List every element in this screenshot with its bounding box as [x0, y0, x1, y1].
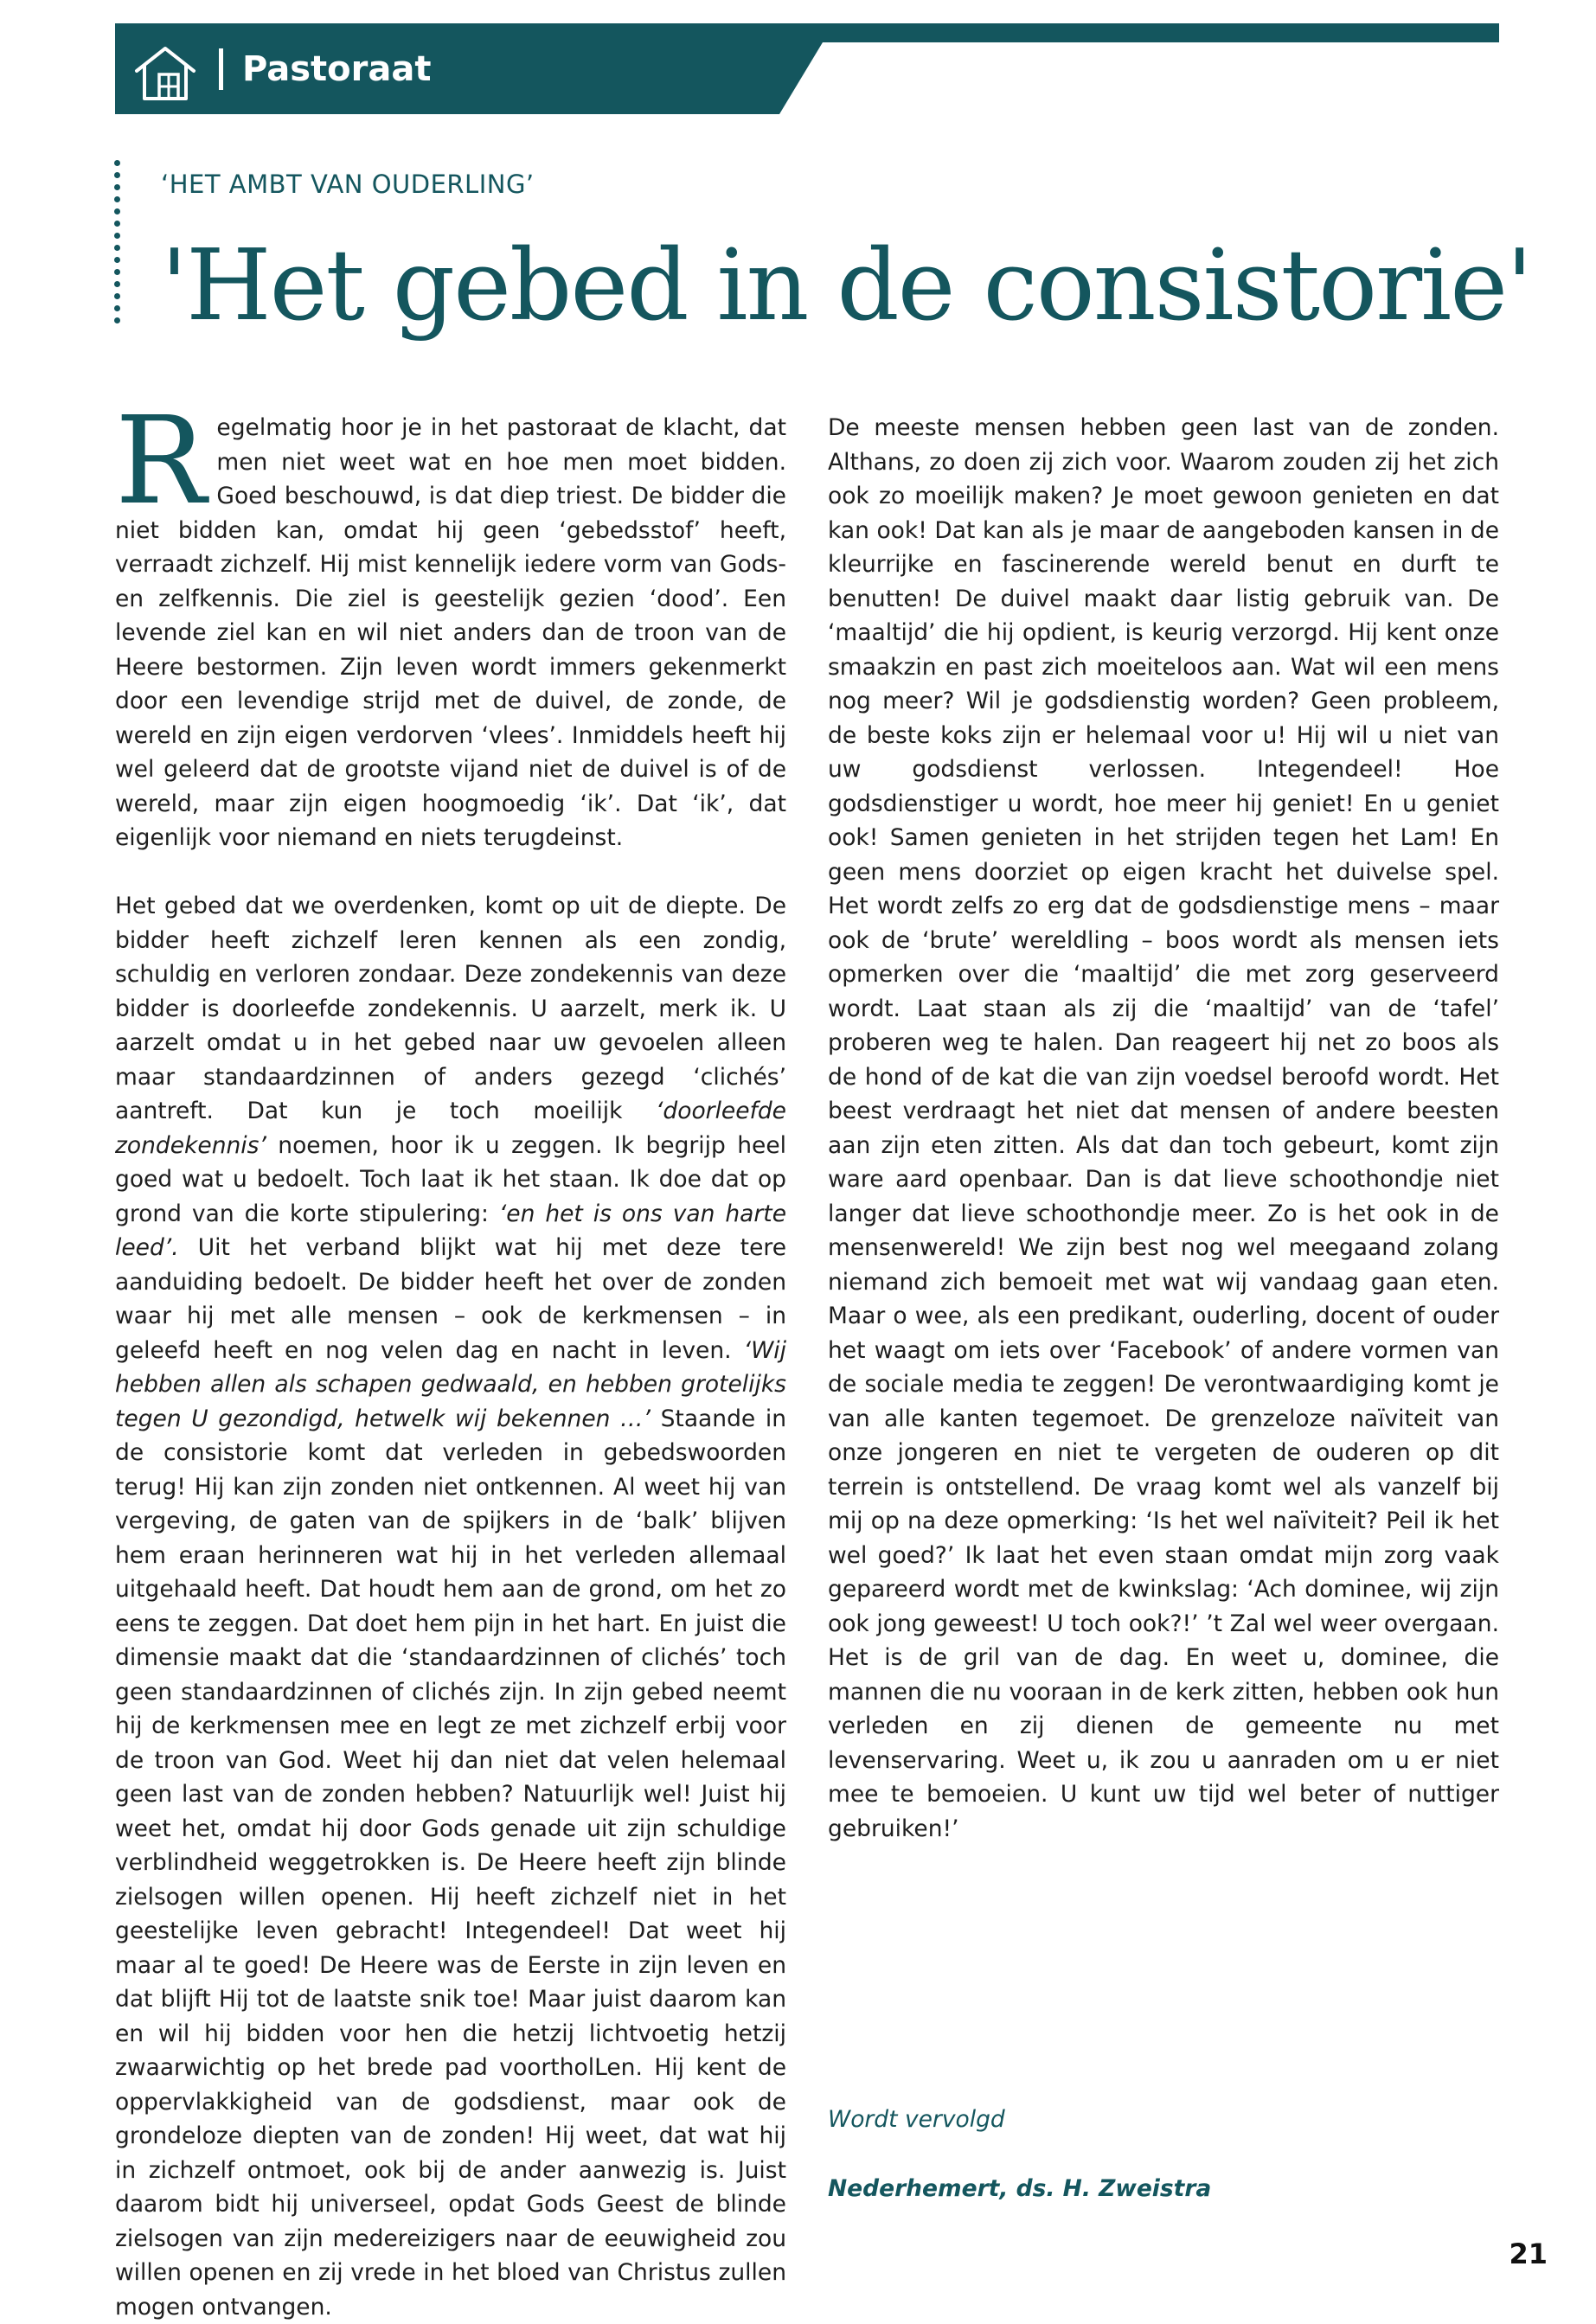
article-title: 'Het gebed in de consistorie'	[161, 228, 1532, 343]
paragraph-text: Staande in de consistorie komt dat verleden in gebedswoorden terug! Hij kan zijn zonden niet ontkennen. Al weet hij van vergeving, de gaten van de spijkers in de ‘balk’ blijven hem eraan herinneren wat hij in het verleden allemaal uitgehaald heeft. Dat houdt hem aan de grond, om het zo eens te zeggen. Dat doet hem pijn in het hart. En juist die dimensie maakt dat die ‘standaardzinnen of clichés’ toch geen standaardzinnen of clichés zijn. In zijn gebed neemt hij de kerkmensen mee en legt ze met zichzelf erbij voor de troon van God. Weet hij dan niet dat velen helemaal geen last van de zonden hebben? Natuurlijk wel! Juist hij weet het, omdat hij door Gods genade uit zijn schuldige verblindheid weggetrokken is. De Heere heeft zijn blinde zielsogen willen openen. Hij heeft zichzelf niet in het geestelijke leven gebracht! Integendeel! Dat weet hij maar al te goed! De Heere was de Eerste in zijn leven en dat blijft Hij tot de laatste snik toe! Maar juist daarom kan en wil hij bidden voor hen die hetzij lichtvoetig hetzij zwaarwichtig op het brede pad voortholLen. Hij kent de oppervlakkigheid van de godsdienst, maar ook de grondeloze diepten van de zonden! Hij weet, dat wat hij in zichzelf ontmoet, ook bij de ander aanwezig is. Juist daarom bidt hij universeel, opdat Gods Geest de blinde zielsogen van zijn medereizigers naar de eeuwigheid zou willen openen en zij vrede in het bloed van Christus zullen mogen ontvangen.	[115, 1405, 786, 2321]
paragraph-text: Uit het verband blijkt wat hij met deze tere aanduiding bedoelt. De bidder heeft het over de zonden waar hij met alle mensen – ook de kerkmensen – in geleefd heeft en nog velen dag en nacht in leven.	[115, 1234, 786, 1364]
banner-separator	[219, 48, 223, 90]
article-column-left	[115, 391, 786, 2324]
paragraph: De meeste mensen hebben geen last van de zonden. Althans, zo doen zij zich voor. Waarom zouden zij het zich ook zo moeilijk maken? Je moet gewoon genieten en dat kan ook! Dat kan als je maar de aangeboden kansen in de kleurrijke en fascinerende wereld benut en durft te benutten! De duivel maakt daar listig gebruik van. De ‘maaltijd’ die hij opdient, is keurig verzorgd. Hij kent onze smaakzin en past zich moeiteloos aan. Wat wil een mens nog meer? Wil je godsdienstig worden? Geen probleem, de beste koks zijn er helemaal voor u! Hij wil u niet van uw godsdienst verlossen. Integendeel! Hoe godsdienstiger u wordt, hoe meer hij geniet! En u geniet ook! Samen genieten in het strijden tegen het Lam! En geen mens doorziet op eigen kracht het duivelse spel. Het wordt zelfs zo erg dat de godsdienstige mens – maar ook de ‘brute’ wereldling – boos wordt als mensen iets opmerken over die ‘maaltijd’ die met zorg geserveerd wordt. Laat staan als zij die ‘maaltijd’ van de ‘tafel’ proberen weg te halen. Dan reageert hij net zo boos als de hond of de kat die van zijn voedsel beroofd wordt. Het beest verdraagt het niet dat mensen of andere beesten aan zijn eten zitten. Als dat dan toch gebeurt, komt zijn ware aard openbaar. Dan is dat lieve schoothondje niet langer dat lieve schoothondje meer. Zo is het ook in de mensenwereld! We zijn best nog wel meegaand zolang niemand zich bemoeit met wat wij vandaag gaan eten. Maar o wee, als een predikant, ouderling, docent of ouder het waagt om iets over ‘Facebook’ of andere vormen van de sociale media te zeggen! De verontwaardiging komt je van alle kanten tegemoet. De grenzeloze naïviteit van onze jongeren en niet te vergeten de ouderen op dit terrein is ontstellend. De vraag komt wel als vanzelf bij mij op na deze opmerking: ‘Is het wel naïviteit? Peil ik het wel goed?’ Ik laat het even staan omdat mijn zorg vaak gepareerd wordt met de kwinkslag: ‘Ach dominee, wij zijn ook jong geweest! U toch ook?!’ ’t Zal wel weer overgaan. Het is de gril van de dag. En weet u, dominee, die mannen die nu vooraan in de kerk zitten, hebben ook hun verleden en zij dienen de gemeente nu met levenservaring. Weet u, ik zou u aanraden om u er niet mee te bemoeien. U kunt uw tijd wel beter of nuttiger gebruiken!’	[828, 414, 1499, 1842]
italic-quote: ‘doorleefde zondekennis’	[115, 1098, 786, 1159]
paragraph-text: noemen, hoor ik u zeggen. Ik begrijp heel goed wat u bedoelt. Toch laat ik het staan. Ik doe dat op grond van die korte stipulering:	[115, 1131, 786, 1227]
dotted-accent-line	[112, 160, 123, 333]
author-signature: Nederhemert, ds. H. Zweistra	[828, 2175, 1212, 2202]
paragraph	[115, 889, 786, 2324]
italic-quote: ‘en het is ons van harte leed’.	[115, 1200, 786, 1261]
page-number: 21	[1509, 2238, 1548, 2270]
to-be-continued: Wordt vervolgd	[828, 2106, 1005, 2133]
home-icon	[131, 43, 199, 104]
italic-quote: ‘Wij hebben allen als schapen gedwaald, en hebben grotelijks tegen U gezondigd, hetwelk wij bekennen …’	[115, 1336, 786, 1432]
article-kicker: ‘HET AMBT VAN OUDERLING’	[161, 170, 535, 199]
paragraph-text: Het gebed dat we overdenken, komt op uit de diepte. De bidder heeft zichzelf leren kennen als een zondig, schuldig en verloren zondaar. Deze zondekennis van deze bidder is doorleefde zondekennis. U aarzelt, merk ik. U aarzelt omdat u in het gebed naar uw gevoelen alleen maar standaardzinnen of anders gezegd ‘clichés’ aantreft. Dat kun je toch moeilijk	[115, 893, 786, 1124]
article-column-right	[828, 411, 1499, 1846]
section-title: Pastoraat	[242, 49, 432, 89]
paragraph	[115, 391, 786, 855]
drop-cap: R	[115, 391, 207, 532]
paragraph-text: egelmatig hoor je in het pastoraat de klacht, dat men niet weet wat en hoe men moet bidden. Goed beschouwd, is dat diep triest. De bidder die niet bidden kan, omdat hij geen ‘gebedsstof’ heeft, verraadt zichzelf. Hij mist kennelijk iedere vorm van Gods- en zelfkennis. Die ziel is geestelijk gezien ‘dood’. Een levende ziel kan en wil niet anders dan de troon van de Heere bestormen. Zijn leven wordt immers gekenmerkt door een levendige strijd met de duivel, de zonde, de wereld en zijn eigen verdorven ‘vlees’. Inmiddels heeft hij wel geleerd dat de grootste vijand niet de duivel is of de wereld, maar zijn eigen hoogmoedig ‘ik’. Dat ‘ik’, dat eigenlijk voor niemand en niets terugdeinst.	[115, 414, 786, 851]
